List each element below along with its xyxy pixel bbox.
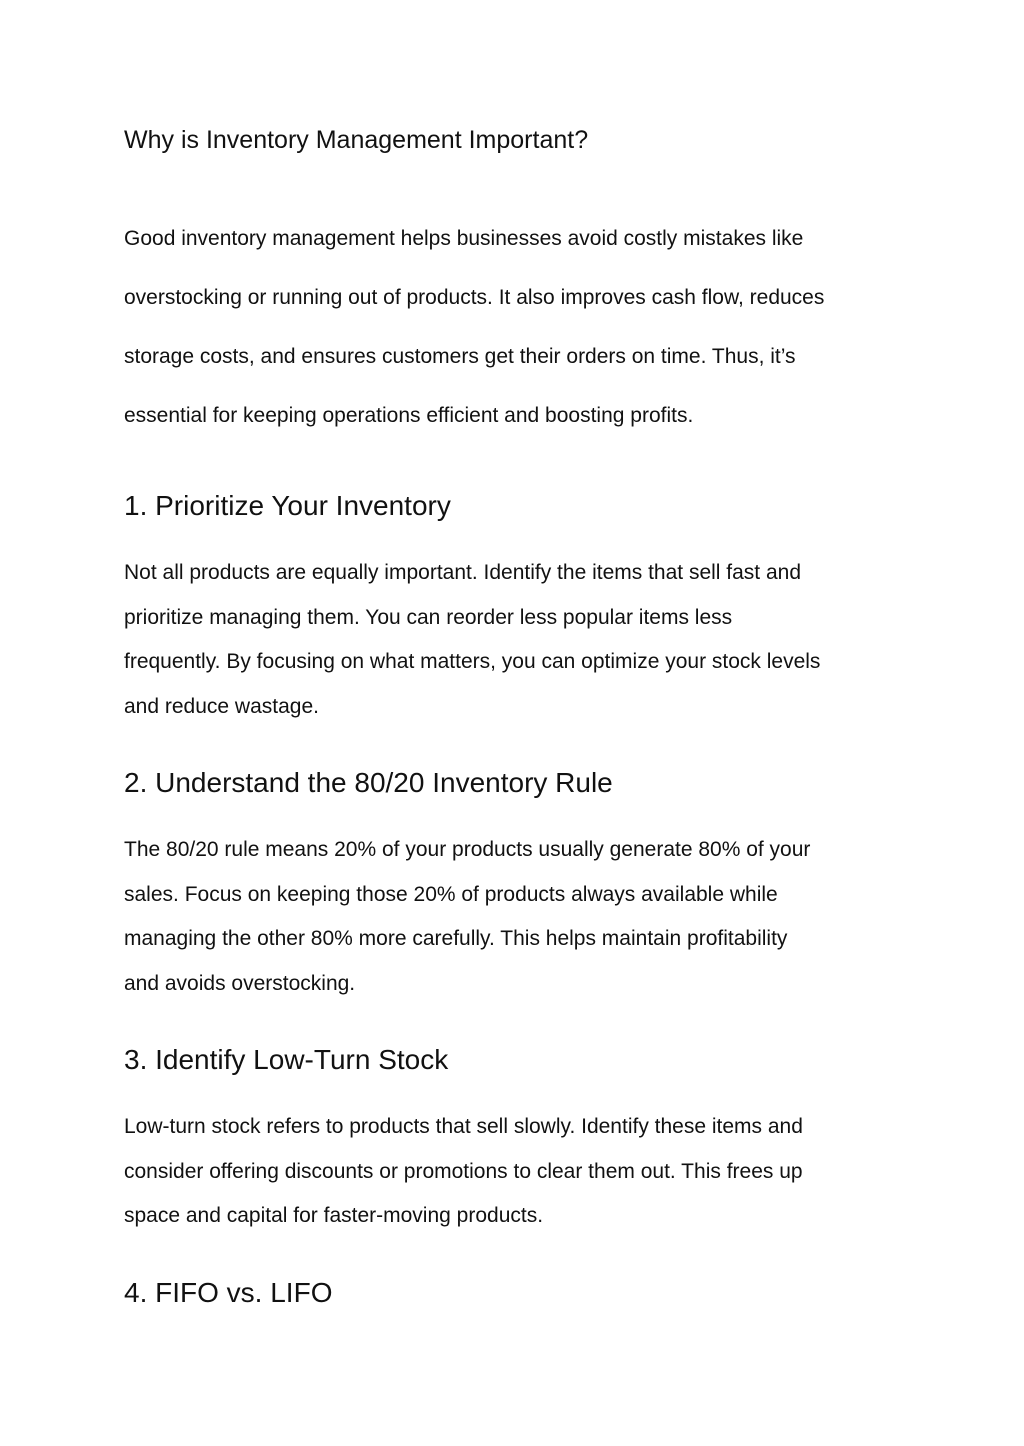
body-line: consider offering discounts or promotions to clear them out. This frees up xyxy=(124,1159,803,1183)
body-line: space and capital for faster-moving products. xyxy=(124,1204,544,1227)
intro-line-1: Good inventory management helps businesses avoid costly mistakes like xyxy=(124,227,804,250)
intro-line-4: essential for keeping operations efficient and boosting profits. xyxy=(124,404,694,427)
intro-line-3: storage costs, and ensures customers get their orders on time. Thus, it’s xyxy=(124,345,796,368)
intro-line-2: overstocking or running out of products. It also improves cash flow, reduces xyxy=(124,286,825,309)
body-line: managing the other 80% more carefully. This helps maintain profitability xyxy=(124,927,788,950)
body-line: sales. Focus on keeping those 20% of products always available while xyxy=(124,882,778,906)
body-line: Low-turn stock refers to products that sell slowly. Identify these items and xyxy=(124,1115,803,1138)
section-heading-4: 4. FIFO vs. LIFO xyxy=(124,1277,333,1308)
section-heading-3: 3. Identify Low-Turn Stock xyxy=(124,1044,449,1075)
body-line: and reduce wastage. xyxy=(124,694,319,718)
section-heading-2: 2. Understand the 80/20 Inventory Rule xyxy=(124,767,613,798)
body-line: and avoids overstocking. xyxy=(124,971,356,995)
section-body-2 xyxy=(124,828,924,1006)
section-body-1 xyxy=(124,551,924,729)
section-heading-1: 1. Prioritize Your Inventory xyxy=(124,490,451,521)
section-body-3 xyxy=(124,1105,924,1239)
body-line: frequently. By focusing on what matters, you can optimize your stock levels xyxy=(124,650,821,673)
page-title: Why is Inventory Management Important? xyxy=(124,126,589,154)
body-line: Not all products are equally important. Identify the items that sell fast and xyxy=(124,561,802,584)
body-line: The 80/20 rule means 20% of your products usually generate 80% of your xyxy=(124,838,811,861)
body-line: prioritize managing them. You can reorder less popular items less xyxy=(124,605,733,629)
